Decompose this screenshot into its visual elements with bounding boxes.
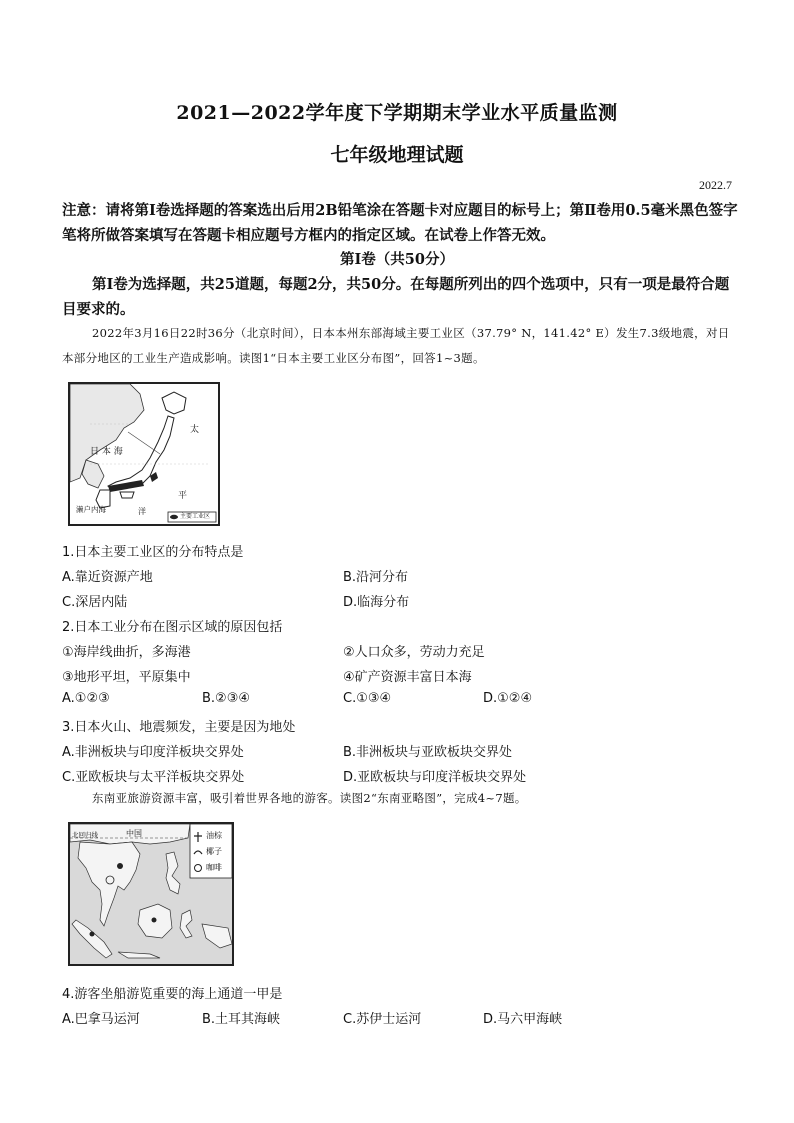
q1-option-a[interactable]: A.靠近资源产地 (62, 570, 153, 585)
q2-statement-2: ②人口众多，劳动力充足 (343, 645, 485, 660)
q1-option-d[interactable]: D.临海分布 (343, 595, 410, 610)
southeast-asia-map (68, 822, 234, 966)
q4-option-d[interactable]: D.马六甲海峡 (483, 1012, 563, 1027)
exam-subtitle: 七年级地理试题 (330, 144, 464, 166)
exam-date: 2022.7 (699, 178, 732, 192)
q4-option-c[interactable]: C.苏伊士运河 (343, 1012, 422, 1027)
inland-sea-label: 濑户内海 (76, 505, 106, 514)
japan-map (68, 382, 220, 526)
q4-option-a[interactable]: A.巴拿马运河 (62, 1012, 140, 1027)
legend-coffee: 咖啡 (206, 863, 222, 872)
china-label: 中国 (126, 829, 142, 838)
q3-option-b[interactable]: B.非洲板块与亚欧板块交界处 (343, 745, 513, 760)
tropic-label: 北回归线 (72, 831, 98, 839)
q2-option-a[interactable]: A.①②③ (62, 691, 110, 706)
question-2-stem: 2.日本工业分布在图示区域的原因包括 (62, 620, 283, 635)
q2-statement-3: ③地形平坦，平原集中 (62, 670, 191, 685)
q2-statement-4: ④矿产资源丰富日本海 (343, 670, 472, 685)
q3-option-a[interactable]: A.非洲板块与印度洋板块交界处 (62, 745, 244, 760)
legend-coconut: 椰子 (206, 847, 222, 856)
q3-option-d[interactable]: D.亚欧板块与印度洋板块交界处 (343, 770, 527, 785)
question-4-stem: 4.游客坐船游览重要的海上通道一甲是 (62, 987, 283, 1002)
notice-text: 注意：请将第Ⅰ卷选择题的答案选出后用2B铅笔涂在答题卡对应题目的标号上；第Ⅱ卷用0.5毫米黑色签字笔将所做答案填写在答题卡相应题号方框内的指定区域。在试卷上作答无效。 (62, 202, 738, 244)
q3-option-c[interactable]: C.亚欧板块与太平洋板块交界处 (62, 770, 245, 785)
q1-option-b[interactable]: B.沿河分布 (343, 570, 409, 585)
sea-of-japan-label: 日 本 海 (90, 447, 123, 457)
q2-statement-1: ①海岸线曲折，多海港 (62, 645, 191, 660)
exam-title: 2021—2022学年度下学期期末学业水平质量监测 (176, 102, 618, 124)
pacific-char-2: 平 (178, 491, 188, 501)
southeast-asia-map-graphic (70, 824, 232, 964)
q4-option-b[interactable]: B.土耳其海峡 (202, 1012, 281, 1027)
legend-industrial-label: 主要工业区 (180, 513, 211, 520)
legend-oil-palm: 油棕 (206, 831, 222, 840)
context-japan: 2022年3月16日22时36分（北京时间），日本本州东部海域主要工业区（37.79° N，141.42° E）发生7.3级地震，对日本部分地区的工业生产造成影响。读图1“日本主要工业区分布图”，回答1~3题。 (62, 326, 730, 365)
volume-title: 第Ⅰ卷（共50分） (340, 251, 454, 268)
q2-option-c[interactable]: C.①③④ (343, 691, 392, 706)
volume-intro: 第Ⅰ卷为选择题，共25道题，每题2分，共50分。在每题所列出的四个选项中，只有一项是最符合题目要求的。 (62, 276, 730, 318)
q2-option-b[interactable]: B.②③④ (202, 691, 251, 706)
question-1-stem: 1.日本主要工业区的分布特点是 (62, 545, 244, 560)
context-southeast-asia: 东南亚旅游资源丰富，吸引着世界各地的游客。读图2“东南亚略图”，完成4~7题。 (92, 791, 527, 805)
question-3-stem: 3.日本火山、地震频发，主要是因为地处 (62, 720, 296, 735)
pacific-char-3: 洋 (138, 507, 146, 516)
pacific-char-1: 太 (190, 425, 200, 435)
q1-option-c[interactable]: C.深居内陆 (62, 595, 128, 610)
q2-option-d[interactable]: D.①②④ (483, 691, 533, 706)
